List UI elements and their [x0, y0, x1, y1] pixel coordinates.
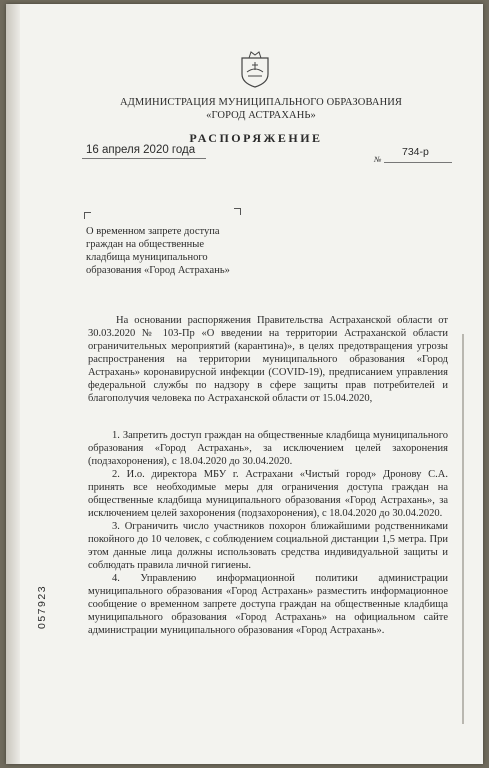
- document-date: 16 апреля 2020 года: [86, 144, 196, 156]
- number-underline: [384, 162, 452, 163]
- document-page: [6, 4, 483, 764]
- document-type: РАСПОРЯЖЕНИЕ: [189, 131, 323, 145]
- number-sign: №: [374, 155, 382, 164]
- organization-name: [106, 96, 416, 122]
- document-subject: О временном запрете доступа граждан на общественные кладбища муниципального образования «Город Астрахань»: [86, 226, 230, 276]
- order-item-2: 2. И.о. директора МБУ г. Астрахани «Чистый город» Дронову С.А. принять все необходимые меры для ограничения доступа граждан на общественные кладбища муниципального образования «Город Астрахань», за исключением целей захоронения (подзахоронения), с 18.04.2020 до 30.04.2020.: [88, 469, 448, 519]
- preamble-paragraph: На основании распоряжения Правительства Астраханской области от 30.03.2020 № 103-Пр «О введении на территории Астраханской области ограничительных мероприятий (карантина)», в целях предотвращения угрозы распространения на территории муниципального образования «Город Астрахань» коронавирусной инфекции (COVID-19), предписанием управления федеральной службы по надзору в сфере защиты прав потребителей и благополучия человека по Астраханской области от 15.04.2020,: [88, 315, 448, 404]
- order-items: [88, 429, 448, 637]
- city-coat-of-arms-icon: [238, 48, 272, 88]
- order-item-4: 4. Управлению информационной политики администрации муниципального образования «Город Астрахань» разместить информационное сообщение о временном запрете доступа граждан на общественные кладбища муниципального образования «Город Астрахань» на официальном сайте администрации муниципального образования «Город Астрахань».: [88, 573, 448, 636]
- org-line-1: АДМИНИСТРАЦИЯ МУНИЦИПАЛЬНОГО ОБРАЗОВАНИЯ: [119, 97, 403, 108]
- serial-number: 057923: [36, 584, 48, 629]
- date-underline: [82, 158, 206, 159]
- subject-bracket-right: [234, 208, 241, 215]
- org-line-2: «ГОРОД АСТРАХАНЬ»: [206, 110, 316, 121]
- document-number: 734-р: [402, 146, 429, 158]
- order-item-3: 3. Ограничить число участников похорон ближайшими родственниками покойного до 10 человек, с соблюдением социальной дистанции 1,5 метра. При этом данные лица должны использовать средства индивидуальной защиты и соблюдать правила личной гигиены.: [88, 521, 448, 571]
- order-item-1: 1. Запретить доступ граждан на общественные кладбища муниципального образования «Город Астрахань», за исключением целей захоронения (подзахоронения), с 18.04.2020 до 30.04.2020.: [88, 430, 448, 467]
- paper-edge: [6, 4, 20, 764]
- page-fold-line: [462, 334, 464, 724]
- subject-bracket-left: [84, 212, 91, 219]
